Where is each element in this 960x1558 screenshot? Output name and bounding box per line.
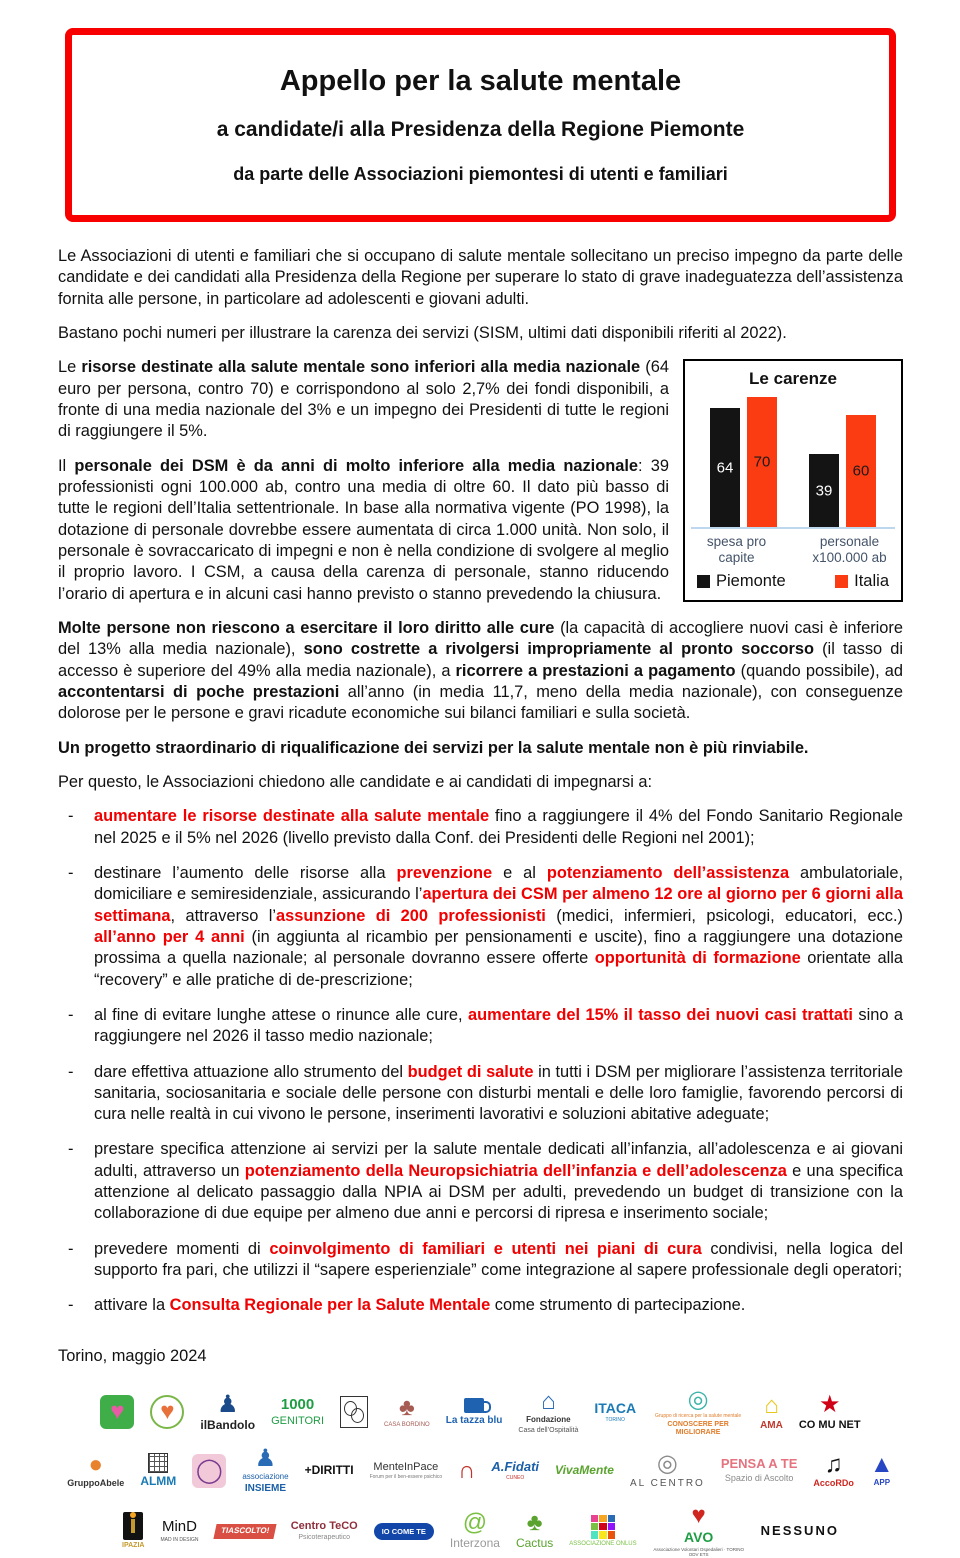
logo-mind-sublabel: MAD IN DESIGN [160,1536,199,1543]
paragraph [58,772,903,793]
legend-label: Italia [854,572,889,591]
text-run: accontentarsi di poche prestazioni [58,682,340,701]
text-run: (in aggiunta al ricambio per pensionamenti e uscite), fino a raggiungere una dotazione prossima a quella nazionale; al personale dovranno essere offerte [94,927,903,968]
text-run: risorse destinate alla salute mentale sono inferiori alla media nazionale [81,358,641,377]
logo-1000-genitori-sublabel: GENITORI [271,1415,325,1428]
text-run: opportunità di formazione [594,949,801,968]
text-run: (la capacità di accogliere nuovi casi è inferiore del 13% alla media nazionale), [58,618,903,659]
text-run: aumentare le risorse destinate alla salute mentale [94,807,490,826]
logo-casa-bordino-tree-label: CASA BORDINO [384,1421,430,1428]
logo-vivamente [555,1464,614,1477]
paragraph [58,738,903,759]
logo-conoscere-per-migliorare [652,1385,744,1437]
logo-people-circle-icon: ◯ [195,1456,223,1484]
logo-associazione-insieme-icon: ♟ [254,1444,277,1472]
text-run: (medici, infermieri, psicologi, educatori, ecc.) [545,906,903,925]
text-run: dare effettiva attuazione allo strumento del [94,1062,408,1081]
list-item [94,1239,903,1282]
logo-mind [160,1519,198,1543]
logo-vivamente-label: VivaMente [555,1462,614,1477]
logo-cubes-onlus-label: ASSOCIAZIONE ONLUS [569,1540,637,1547]
logo-pensa-a-te [721,1457,798,1483]
logo-nessuno-label: NESSUNO [760,1522,839,1538]
logo-casa-bordino-tree [384,1393,430,1429]
bar-value-label: 64 [716,459,734,477]
logo-al-centro [630,1452,705,1489]
logo-row-1 [58,1385,903,1437]
logo-almm-icon [148,1453,168,1473]
text-run: Bastano pochi numeri per illustrare la carenza dei servizi (SISM, ultimi dati disponibili riferiti al 2022). [58,323,787,342]
logo-cubes-onlus [569,1515,636,1548]
commitment-list [58,806,903,1317]
title-box [65,28,896,222]
logo-mente-in-pace-sublabel: Forum per il ben-essere psichico [369,1473,443,1480]
text-run: personale dei DSM è da anni di molto inferiore alla media nazionale [74,456,639,475]
page-subsubtitle: da parte delle Associazioni piemontesi di utenti e familiari [233,164,728,184]
logo-casa-bordino-tree-icon: ♣ [399,1393,415,1421]
logo-io-come-te [374,1523,434,1540]
logo-il-bandolo-icon: ♟ [216,1390,239,1418]
logo-almm [140,1453,176,1488]
logo-progetto-itaca-sublabel: TORINO [605,1417,625,1424]
logo-babies-drawing-icon [340,1396,368,1428]
logo-fondazione-casa-ospitalita-label: Fondazione [526,1414,571,1424]
logo-ipazia-label: IPAZIA [122,1542,145,1550]
text-run: potenziamento della Neuropsichiatria dell’infanzia e dell’adolescenza [244,1161,787,1180]
logo-associazione-insieme [242,1444,289,1495]
chart-title: Le carenze [749,369,837,389]
logo-avo-icon: ♥ [691,1502,706,1530]
text-run: attivare la [94,1296,170,1315]
legend-label: Piemonte [716,572,786,591]
logo-centro-teco-sublabel: Psicoterapeutico [298,1534,351,1542]
logo-mente-in-pace-label: MenteInPace [373,1460,439,1473]
bar-piemonte-1 [710,408,740,527]
logo-la-tazza-blu-label: La tazza blu [445,1415,503,1427]
logo-app-icon: ▲ [869,1451,894,1479]
logo-row-2 [58,1444,903,1495]
category-label: spesa pro capite [706,534,767,565]
text-run: aumentare del 15% il tasso dei nuovi casi trattati [468,1005,853,1024]
logo-ama [760,1391,783,1431]
logo-fondazione-casa-ospitalita [518,1387,579,1434]
logo-people-heart-association-icon: ♥ [110,1398,125,1426]
paragraph [58,246,903,310]
logo-a-fidati-label: A.Fidati [491,1458,540,1474]
text-run: prevedere momenti di [94,1239,270,1258]
logo-salute-mentale-heart [150,1395,184,1429]
legend-swatch [697,575,710,588]
logo-progetto-itaca [594,1401,636,1424]
list-item [94,1295,903,1316]
logo-avo [653,1504,745,1557]
logo-people-heart-association-badge [100,1395,134,1429]
text-run: coinvolgimento di familiari e utenti nei piani di cura [269,1239,702,1258]
logo-ama-label: AMA [760,1419,783,1431]
bar-value-label: 39 [815,482,833,500]
list-item [94,806,903,849]
logo-nessuno [761,1524,839,1538]
logo-ipazia [122,1512,144,1550]
text-run: , attraverso l’ [170,906,277,925]
logo-salute-mentale-heart-badge [150,1395,184,1429]
logo-interzona-label: Interzona [449,1536,500,1551]
category-label: personale x100.000 ab [812,534,887,565]
logo-comunet-label: CO MU NET [798,1419,861,1432]
logo-al-centro-icon: ◎ [656,1450,678,1478]
text-run: sono costrette a rivolgersi impropriamente al pronto soccorso [303,640,814,659]
logo-la-tazza-blu-icon [464,1398,484,1413]
logo-gruppo-abele [67,1450,125,1489]
bar-value-label: 70 [753,453,771,471]
logo-babies-drawing [340,1396,368,1428]
page-subtitle: a candidate/i alla Presidenza della Regione Piemonte [216,118,745,141]
text-run: Molte persone non riescono a esercitare il loro diritto alle cure [58,618,555,637]
logo-piu-diritti [305,1464,354,1477]
logo-il-bandolo [200,1390,256,1432]
text-run: sino a raggiungere nel 2026 il tasso medio nazionale; [94,1005,904,1046]
page-title: Appello per la salute mentale [279,65,682,97]
logo-conoscere-per-migliorare-label: Gruppo di ricerca per la salute mentale [655,1412,742,1419]
logo-people-circle-badge [192,1454,226,1488]
text-run: e al [492,863,547,882]
text-run: Le [58,358,82,377]
list-item [94,863,903,991]
logo-associazione-insieme-sublabel: INSIEME [244,1483,286,1495]
logo-avo-label: AVO [684,1529,714,1546]
list-item [94,1139,903,1224]
bar-italia-1 [747,397,777,527]
logo-pensa-a-te-label: PENSA A TE [720,1456,798,1472]
logo-conoscere-per-migliorare-icon: ◎ [687,1385,709,1413]
logo-la-tazza-blu [446,1398,503,1426]
text-run: all’anno (in media 11,7, meno della media nazionale), con conseguenze dolorose per le persone e gravi ricadute economiche sui bilanci familiari e sulla società. [58,682,903,723]
paragraph [58,323,903,344]
logo-conoscere-per-migliorare-sublabel: CONOSCERE PER MIGLIORARE [667,1421,729,1436]
bar-group [710,397,777,527]
bar-piemonte-2 [809,454,839,527]
logo-gruppo-abele-icon: ● [88,1450,104,1478]
text-run: e una specifica attenzione al delicato passaggio dalla NPIA ai DSM per adulti, prevedendo un budget di transizione con la collaborazione di due equipe per almeno due anni e percorsi di ripresa e inserimento sociale; [94,1161,903,1223]
text-run: (64 euro per persona, contro 70) e corrispondono al solo 2,7% dei fondi disponibili, a fronte di una media nazionale del 3% e un impegno dei Presidenti di tutte le regioni di raggiungere il 5%. [58,358,669,441]
logo-fondazione-casa-ospitalita-sublabel: Casa dell’Ospitalità [518,1426,579,1434]
text-run: potenziamento dell’assistenza [546,863,790,882]
text-run: (quando possibile), ad [735,661,903,680]
list-item [94,1062,903,1126]
bar-chart [683,359,903,602]
logo-fondazione-casa-ospitalita-icon: ⌂ [541,1387,556,1415]
logo-almm-label: ALMM [140,1473,177,1488]
logo-accordo [813,1450,854,1489]
bar-italia-2 [846,415,876,527]
text-run: prestare specifica attenzione ai servizi per la salute mentale dedicati all’infanzia, all’adolescenza e ai giovani adulti, attraverso un [94,1140,903,1180]
chart-legend [691,572,895,591]
logo-cittadinanzattiva-piemonte [458,1456,476,1484]
legend-item [697,572,786,591]
legend-swatch [835,575,848,588]
text-run: apertura dei CSM per almeno 12 ore al giorno per 6 giorni alla settimana [94,885,903,925]
logo-centro-teco-label: Centro TeCO [290,1520,358,1533]
logo-1000-genitori-label: 1000 [280,1395,315,1413]
logo-1000-genitori [271,1397,324,1428]
logo-app [870,1453,894,1488]
logo-tiascolto [215,1524,275,1539]
logo-people-circle [192,1454,226,1488]
logo-al-centro-label: AL CENTRO [629,1478,705,1490]
place-date: Torino, maggio 2024 [58,1346,207,1365]
text-run: Le Associazioni di utenti e familiari che si occupano di salute mentale sollecitano un preciso impegno da parte delle candidate e dei candidati alla Presidenza della Regione per superare lo stato di grave inadeguatezza dell’assistenza fornita alle persone, in particolare ad adolescenti e giovani adulti. [58,247,903,308]
text-run: come strumento di partecipazione. [490,1296,746,1315]
text-run: al fine di evitare lunghe attese o rinunce alle cure, [94,1005,469,1024]
bar-value-label: 60 [852,462,870,480]
logo-accordo-icon: ♫ [824,1450,843,1478]
text-run: Il [58,456,75,475]
legend-item [835,572,889,591]
logo-progetto-itaca-label: ITACA [594,1399,637,1416]
text-run: prevenzione [396,863,493,882]
logo-comunet-icon: ★ [818,1391,841,1419]
text-run: in tutti i DSM per migliorare l’assistenza territoriale sanitaria, sociosanitaria e sociale delle persone con disturbi mentali e delle loro famiglie, favorendo percorsi di cura nelle realtà in cui vivono le persone, inserimenti lavorativi e soluzioni abitative adeguate; [94,1062,903,1124]
logo-interzona [450,1511,500,1550]
text-run: budget di salute [407,1062,534,1081]
text-run: condivisi, nella logica del supporto fra pari, che utilizzi il “sapere esperienziale” come integrazione al sapere professionale degli operatori; [94,1239,903,1280]
logo-io-come-te-icon: IO COME TE [374,1523,434,1540]
logo-centro-teco [291,1520,358,1542]
logo-accordo-label: AccoRDo [813,1477,854,1488]
logo-tiascolto-label: TIASCOLTO! [213,1524,276,1539]
logo-cactus-label: Cactus [515,1536,554,1551]
logo-associazione-insieme-label: associazione [242,1471,289,1481]
text-run: orientate alla “recovery” e alle pratiche di de-prescrizione; [94,949,904,989]
text-run: ricorrere a prestazioni a pagamento [455,661,736,680]
logo-a-fidati [491,1460,539,1482]
chart-plot-area [691,397,895,529]
association-logos-strip [58,1385,903,1558]
logo-a-fidati-sublabel: CUNEO [506,1474,525,1481]
logo-cactus-icon: ♣ [526,1509,543,1537]
text-run: (il tasso di accesso è superiore del 49% alla media nazionale), a [58,640,903,680]
paragraph [58,618,903,725]
list-item [94,1005,903,1048]
logo-il-bandolo-label: ilBandolo [200,1417,256,1432]
logo-mente-in-pace [370,1461,443,1481]
logo-gruppo-abele-label: GruppoAbele [67,1477,125,1488]
text-run: all’anno per 4 anni [94,927,245,946]
logo-comunet [799,1393,861,1431]
text-run: destinare l’aumento delle risorse alla [94,863,397,882]
logo-piu-diritti-label: +DIRITTI [304,1462,354,1477]
intro-paragraphs [58,246,903,344]
text-run: ambulatoriale, domiciliare e semiresidenziale, assicurando l’ [94,863,904,904]
logo-avo-sublabel: Associazione Volontari Ospedalieri · TORINO ODV ETS [653,1546,744,1557]
text-run: assunzione di 200 professionisti [276,906,546,925]
text-run: fino a raggiungere il 4% del Fondo Sanitario Regionale nel 2025 e il 5% nel 2026 (livello previsto dalla Conf. dei Presidenti delle Regioni nel 2001); [94,807,903,847]
logo-app-label: APP [873,1478,891,1488]
logo-ama-icon: ⌂ [764,1391,779,1419]
logo-mind-label: MinD [161,1518,197,1536]
text-run: Consulta Regionale per la Salute Mentale [169,1296,491,1315]
logo-cittadinanzattiva-piemonte-icon: ∩ [458,1456,476,1484]
bar-group [809,415,876,527]
logo-pensa-a-te-sublabel: Spazio di Ascolto [724,1472,794,1483]
logo-people-heart-association [100,1395,134,1429]
text-run: : 39 professionisti ogni 100.000 ab, contro una media di oltre 60. Il dato più basso di tutte le regioni dell’Italia settentrionale. In base alla normativa vigente (PO 1998), la dotazione di personale dovrebbe essere aumentata di circa 1.000 unità. Non solo, il personale è sovraccaricato di impegni e non è nella condizione di svolgere al meglio il proprio lavoro. I CSM, a causa della carenza di personale, stanno riducendo l’orario di apertura e in alcuni casi hanno previsto o stanno prevedendo la chiusura. [58,456,670,603]
logo-cubes-onlus-icon [591,1515,615,1539]
logo-ipazia-icon [123,1512,143,1540]
text-run: Un progetto straordinario di riqualificazione dei servizi per la salute mentale non è più rinviabile. [58,738,809,757]
logo-interzona-icon: @ [462,1509,488,1537]
text-run: Per questo, le Associazioni chiedono alle candidate e ai candidati di impegnarsi a: [58,772,653,791]
logo-salute-mentale-heart-icon: ♥ [160,1398,175,1426]
logo-cactus [516,1511,553,1550]
logo-row-3 [58,1504,903,1557]
chart-category-labels [691,534,895,565]
